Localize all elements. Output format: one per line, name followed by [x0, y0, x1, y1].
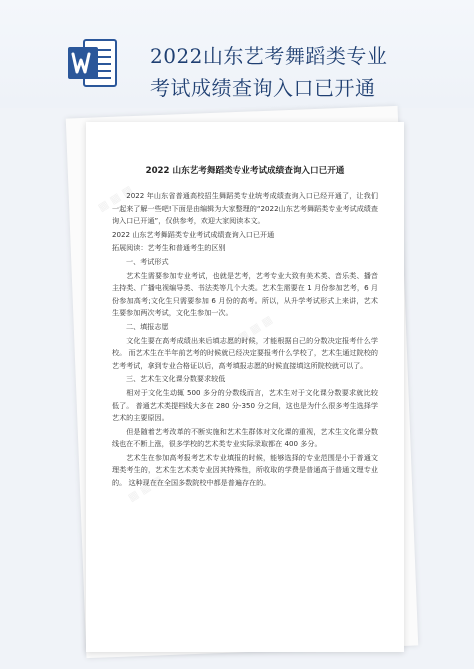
watermark: ▦ ▦ ▦: [125, 472, 165, 505]
document-title: 2022 山东艺考舞蹈类专业考试成绩查询入口已开通: [145, 166, 345, 176]
paragraph: 文化生要在高考成绩出来后填志愿的时候，才能根据自己的分数决定报考什么学校。 而艺术生在半年前艺考的时候就已经决定要报考什么学校了，艺术生通过院校的艺考考试，拿到专业合格证以后，高考填报志愿的时候直接填这所院校就可以了。: [112, 335, 378, 370]
paragraph: 艺术生需要参加专业考试，也就是艺考，艺考专业大致有美术类、音乐类、播音主持类、广播电视编导类、书法类等几个大类。艺术生需要在 1 月份参加艺考，6 月份参加高考;文化生只需要参加 6 月份的高考。所以，从升学考试形式上来讲，艺术生要参加两次考试，文化生参加一次。: [112, 270, 378, 318]
header-title-line-1: 2022山东艺考舞蹈类专业: [150, 44, 388, 68]
section-heading: 三、艺术生文化课分数要求较低: [126, 374, 226, 384]
paragraph: 2022 山东艺考舞蹈类专业考试成绩查询入口已开通: [112, 229, 275, 239]
document-body: [112, 190, 378, 490]
word-document-icon: [66, 36, 118, 90]
document-page: [86, 122, 404, 652]
section-heading: 二、填报志愿: [126, 321, 169, 331]
paragraph: 艺术生在参加高考报考艺术专业填报的时候，能够选择的专业范围是小于普通文理类考生的，艺术生艺术类专业因其特殊性，所收取的学费是普通高于普通文理专业的。 这种现在在全国多数院校中都是普遍存在的。: [112, 452, 378, 488]
paragraph: 但是随着艺考改革的不断实施和艺术生群体对文化课的重视，艺术生文化课分数线也在不断上涨，很多学校的艺术类专业实际录取都在 400 多分。: [112, 426, 378, 449]
page-header: [0, 0, 474, 108]
paragraph: 2022 年山东省普通高校招生舞蹈类专业统考成绩查询入口已经开通了，让我们一起来了解一些吧!下面是由编辑为大家整理的“2022山东艺考舞蹈类专业考试成绩查询入口已开通”，仅供参考，欢迎大家阅读本文。: [112, 191, 378, 226]
watermark: ▦ ▦ ▦: [95, 182, 135, 215]
section-heading: 一、考试形式: [126, 256, 169, 266]
paragraph: 相对于文化生动辄 500 多分的分数线而言，艺术生对于文化课分数要求就比较低了。 普通艺术类提档线大多在 280 分-350 分之间，这也是为什么很多考生选择学艺术的主要原因。: [112, 387, 378, 423]
watermark: ▦ ▦ ▦: [235, 312, 275, 345]
header-title-line-2: 考试成绩查询入口已开通: [150, 76, 376, 100]
paragraph: 拓展阅读：艺考生和普通考生的区别: [112, 243, 226, 253]
